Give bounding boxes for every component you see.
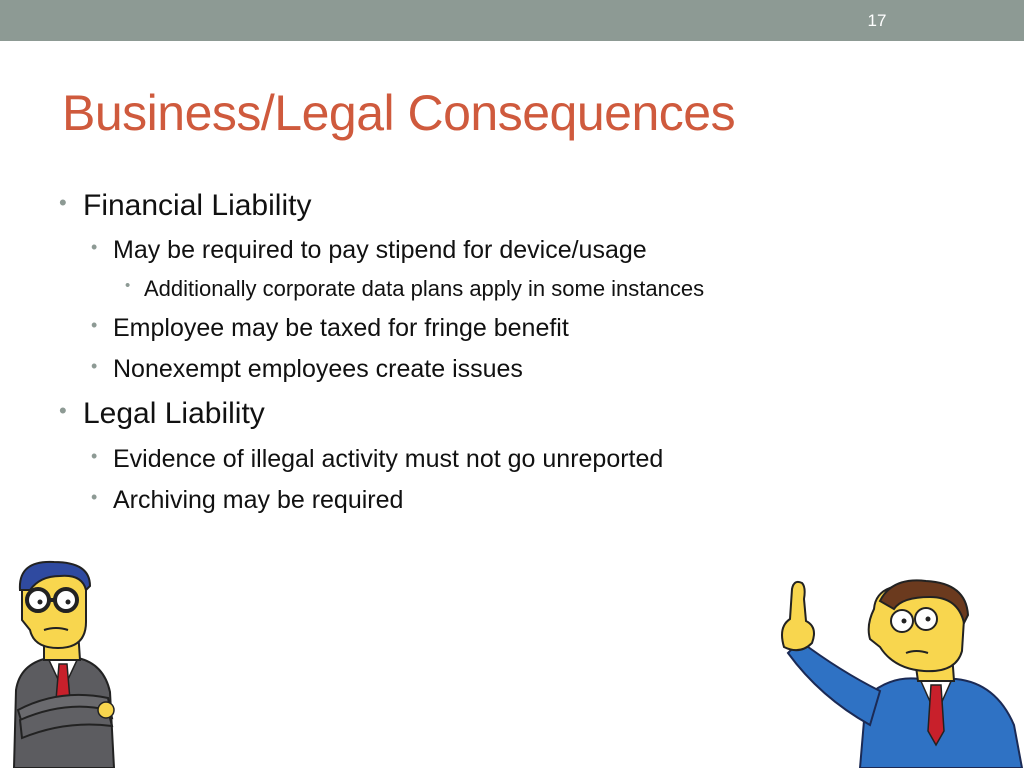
bullet-item	[125, 276, 705, 302]
bullet-item	[59, 397, 265, 431]
bullet-text: May be required to pay stipend for device/usage	[113, 236, 647, 264]
bullet-dot-icon: •	[59, 190, 67, 215]
bullet-dot-icon: •	[59, 398, 67, 423]
bullet-item	[59, 189, 312, 223]
lawyer-arms-crossed-icon	[0, 560, 130, 768]
bullet-text: Financial Liability	[83, 189, 312, 222]
bullet-dot-icon: •	[125, 277, 131, 294]
bullet-dot-icon: •	[91, 237, 98, 257]
bullet-dot-icon: •	[91, 315, 98, 335]
lawyer-pointing-up-icon	[770, 575, 1024, 768]
bullet-item	[91, 355, 523, 384]
bullet-item	[91, 314, 569, 343]
bullet-item	[91, 236, 647, 265]
bullet-item	[91, 445, 664, 474]
bullet-text: Legal Liability	[83, 397, 265, 430]
bullet-text: Employee may be taxed for fringe benefit	[113, 314, 569, 342]
bullet-text: Additionally corporate data plans apply in some instances	[144, 276, 705, 301]
slide-number: 17	[867, 11, 887, 30]
bullet-dot-icon: •	[91, 356, 98, 376]
slide-title: Business/Legal Consequences	[62, 85, 736, 141]
bullet-dot-icon: •	[91, 487, 98, 507]
bullet-dot-icon: •	[91, 446, 98, 466]
bullet-text: Nonexempt employees create issues	[113, 355, 523, 383]
bullet-item	[91, 486, 404, 515]
bullet-text: Archiving may be required	[113, 486, 404, 514]
bullet-text: Evidence of illegal activity must not go unreported	[113, 445, 664, 473]
